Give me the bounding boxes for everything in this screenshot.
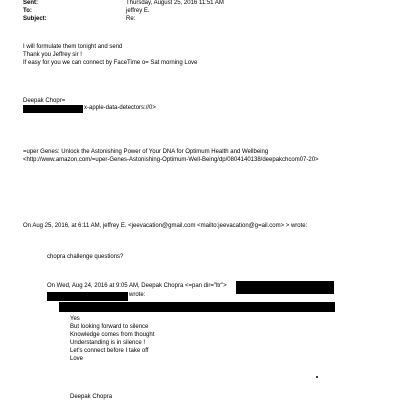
reply-line-2: Thank you Jeffrey sir ! (23, 52, 82, 58)
signature-name: Deepak Chopr= (23, 98, 66, 104)
nested-line-3: Knowledge comes from thought (70, 332, 155, 338)
redaction-box (23, 105, 83, 113)
subject-value: Re: (126, 16, 136, 22)
nested-wrote: wrote: (129, 292, 146, 298)
book-title-line: =uper Genes: Unlock the Astonishing Power of Your DNA for Optimum Health and Wellbeing (23, 149, 269, 155)
redaction-box (59, 302, 335, 312)
to-label: To: (23, 8, 32, 14)
quoted-header: On Aug 25, 2016, at 6:11 AM, jeffrey E. <jeevacation@gmail.com <mailto:jeevacation@g=ail.com> > wrote: (23, 223, 308, 229)
sent-label: Sent: (23, 0, 38, 6)
sent-value: Thursday, August 25, 2016 11:51 AM (126, 0, 224, 6)
quoted-text: chopra challenge questions? (47, 254, 124, 260)
redaction-box (236, 281, 334, 294)
nested-signature: Deepak Chopra (70, 394, 113, 400)
subject-label: Subject: (23, 16, 47, 22)
signature-link: x-apple-data-detectors://0> (84, 105, 156, 111)
reply-line-1: I will formulate them tonight and send (23, 44, 123, 50)
nested-line-1: Yes (70, 316, 80, 322)
nested-line-2: But looking forward to silence (70, 324, 149, 330)
book-url-line: <http://www.amazon.com/=uper-Genes-Astonishing-Optimum-Well-Being/dp/0804140138/deepakchcom07-20> (23, 157, 319, 163)
nested-line-6: Love (70, 356, 84, 362)
redaction-box (47, 292, 128, 301)
nested-line-5: Let's connect before I take off (70, 348, 149, 354)
nested-header: On Wed, Aug 24, 2016 at 9:05 AM, Deepak Chopra <=pan dir="ltr"> (47, 283, 227, 289)
bullet-dot (316, 376, 318, 378)
to-value: jeffrey E. (126, 8, 150, 14)
reply-line-3: If easy for you we can connect by FaceTime o= Sat morning Love (23, 60, 198, 66)
nested-line-4: Understanding is in silence ! (70, 340, 146, 346)
